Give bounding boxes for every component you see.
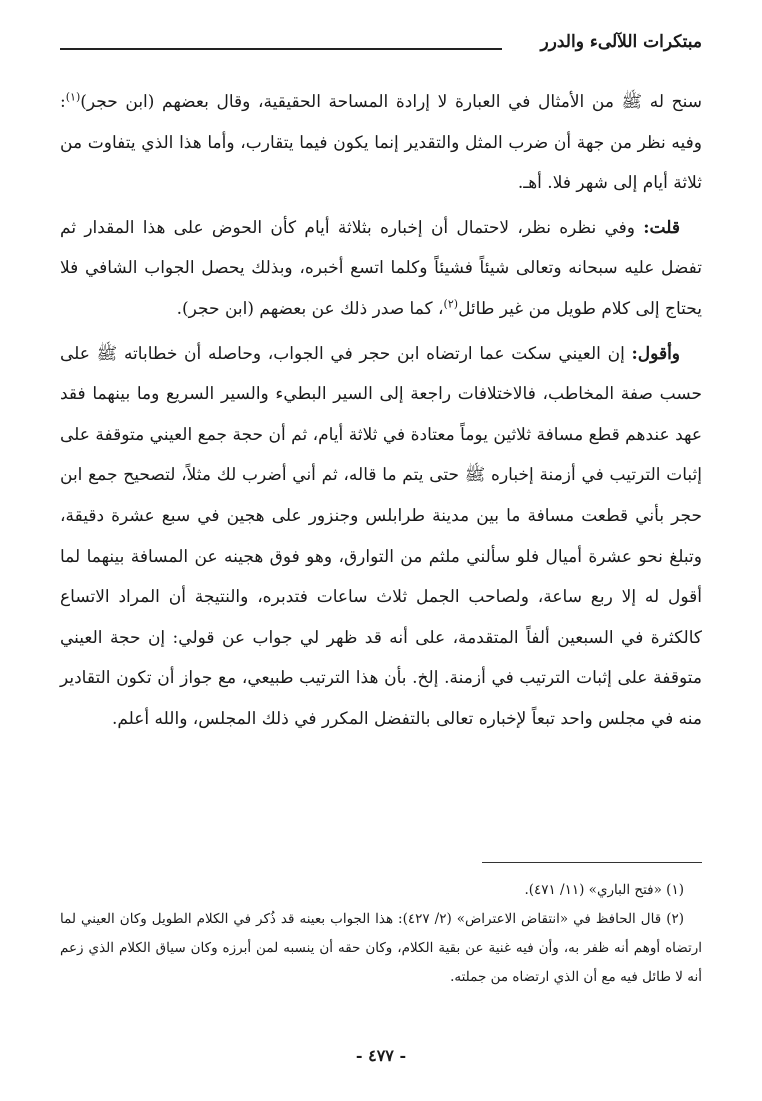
footnote-text: قال الحافظ في «انتقاض الاعتراض» (٢/ ٤٢٧): هذا الجواب بعينه قد ذُكر في الكلام الطويل وكان العيني لما ارتضاه أوهم أنه ظفر به، وأن فيه غنية عن بقية الكلام، وكان حقه أن ينسبه لمن أبرزه وكان سياق الكلام الذي زعم أنه لا طائل فيه مع أن الذي ارتضاه من جملته. bbox=[60, 911, 702, 985]
paragraph-text: إن العيني سكت عما ارتضاه ابن حجر في الجواب، وحاصله أن خطاباته ﷺ على حسب صفة المخاطب، فالاختلافات راجعة إلى السير البطيء والسير السريع وما بينهما فقد عهد عندهم قطع مسافة ثلاثين يوماً معتادة في ثلاثة أيام، ثم أن حجة جمع العيني متوقفة على إثبات الترتيب في أزمنة إخباره ﷺ حتى يتم ما قاله، ثم أني أضرب لك مثلاً، لتصحيح جمع ابن حجر بأني قطعت مسافة ما بين مدينة طرابلس وجنزور على هجين في سبع عشرة دقيقة، وتبلغ نحو عشرة أميال فلو سألني ملثم من التوارق، وهو فوق هجينه عن المسافة بينهما لما أقول له إلا ربع ساعة، ولصاحب الجمل ثلاث ساعات فتدبره، والنتيجة أن المراد الاتساع كالكثرة في السبعين ألفاً المتقدمة، على أنه قد ظهر لي جواب عن قولي: إن حجة العيني متوقفة على إثبات الترتيب في أزمنة. إلخ. بأن هذا الترتيب طبيعي، مع جواز أن تكون التقادير منه في مجلس واحد تبعاً لإخباره تعالى بالتفضل المكرر في ذلك المجلس، والله أعلم. bbox=[60, 343, 702, 729]
footnote-text: «فتح الباري» (١١/ ٤٧١). bbox=[524, 882, 662, 898]
paragraph-lead: وأقول: bbox=[631, 343, 680, 364]
header-rule bbox=[60, 48, 502, 50]
paragraph bbox=[60, 334, 702, 740]
footnote-number: (٢) bbox=[666, 911, 685, 927]
paragraph-text: ، كما صدر ذلك عن بعضهم (ابن حجر). bbox=[176, 298, 444, 319]
footnote-ref[interactable]: (٢) bbox=[443, 297, 459, 311]
footnote-number: (١) bbox=[666, 882, 684, 898]
paragraph bbox=[60, 82, 702, 204]
paragraph-text: : وفيه نظر من جهة أن ضرب المثل والتقدير إنما يكون فيما يتقارب، وأما هذا الذي يتفاوت من ثلاثة أيام إلى شهر فلا. أهـ. bbox=[60, 92, 702, 194]
page-header bbox=[60, 28, 702, 62]
footnote-ref[interactable]: (١) bbox=[65, 90, 81, 104]
paragraph bbox=[60, 208, 702, 330]
main-text bbox=[60, 82, 702, 744]
footnote bbox=[60, 905, 702, 992]
footnotes bbox=[60, 876, 702, 992]
paragraph-text: وفي نظره نظر، لاحتمال أن إخباره بثلاثة أيام كأن الحوض على هذا المقدار ثم تفضل عليه سبحانه وتعالى شيئاً فشيئاً وكلما اتسع أخبره، وبذلك يحصل الجواب الشافي فلا يحتاج إلى كلام طويل من غير طائل bbox=[60, 217, 702, 319]
paragraph-lead: قلت: bbox=[643, 217, 680, 238]
page-number: - ٤٧٧ - bbox=[355, 1046, 407, 1065]
running-title: مبتكرات اللآلىء والدرر bbox=[540, 32, 702, 52]
footnote bbox=[60, 876, 702, 905]
footnote-separator bbox=[482, 862, 702, 863]
paragraph-text: سنح له ﷺ من الأمثال في العبارة لا إرادة المساحة الحقيقية، وقال بعضهم (ابن حجر) bbox=[80, 92, 702, 112]
